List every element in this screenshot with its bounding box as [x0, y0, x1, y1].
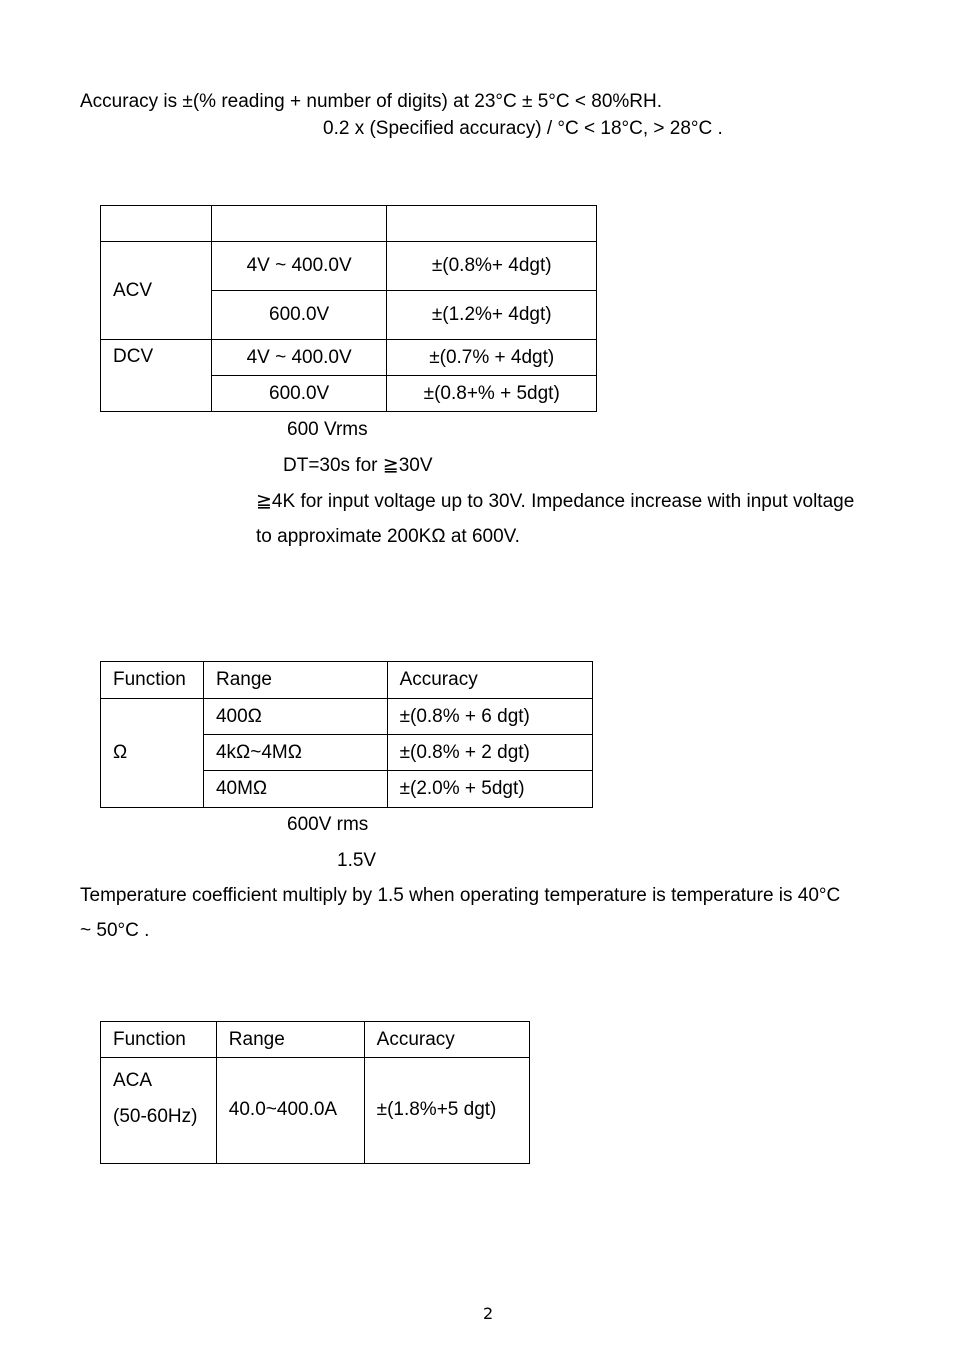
- function-label: ACA: [113, 1070, 153, 1091]
- accuracy-statement: Accuracy is ±(% reading + number of digits) at 23°C ± 5°C < 80%RH.: [80, 91, 663, 112]
- range-cell: 40MΩ: [203, 771, 387, 808]
- input-impedance-line2: to approximate 200KΩ at 600V.: [256, 526, 520, 547]
- header-function: Function: [101, 662, 204, 699]
- accuracy-cell: ±(2.0% + 5dgt): [387, 771, 592, 808]
- accuracy-cell: ±(0.8% + 2 dgt): [387, 735, 592, 771]
- current-table: [100, 1021, 530, 1164]
- accuracy-cell: ±(0.8%+ 4dgt): [387, 242, 597, 291]
- open-circuit-voltage: 1.5V: [337, 850, 377, 871]
- table-row: [101, 1058, 530, 1164]
- header-range: Range: [216, 1022, 364, 1058]
- header-function: Function: [101, 1022, 217, 1058]
- table-header-row: [101, 206, 597, 242]
- resistance-table: [100, 661, 593, 808]
- function-cell-ohm: Ω: [101, 699, 204, 808]
- table-row: [101, 340, 597, 376]
- table-row: [101, 699, 593, 735]
- header-cell: [387, 206, 597, 242]
- range-cell: 4kΩ~4MΩ: [203, 735, 387, 771]
- header-range: Range: [203, 662, 387, 699]
- range-cell: 4V ~ 400.0V: [211, 340, 387, 376]
- frequency-label: (50-60Hz): [113, 1106, 198, 1127]
- temperature-coefficient-statement: 0.2 x (Specified accuracy) / °C < 18°C, > 28°C .: [323, 118, 723, 139]
- range-cell: 40.0~400.0A: [216, 1058, 364, 1164]
- temperature-note-line1: Temperature coefficient multiply by 1.5 when operating temperature is temperature is 40°C: [80, 885, 841, 906]
- header-cell: [211, 206, 387, 242]
- table-row: [101, 242, 597, 291]
- range-cell: 4V ~ 400.0V: [211, 242, 387, 291]
- accuracy-cell: ±(1.8%+5 dgt): [364, 1058, 529, 1164]
- input-impedance-line1: ≧4K for input voltage up to 30V. Impedance increase with input voltage: [256, 491, 855, 512]
- range-cell: 600.0V: [211, 376, 387, 412]
- temperature-note-line2: ~ 50°C .: [80, 920, 150, 941]
- duty-time-note: DT=30s for ≧30V: [283, 455, 433, 476]
- range-cell: 400Ω: [203, 699, 387, 735]
- function-cell-aca: [101, 1058, 217, 1164]
- table-header-row: [101, 1022, 530, 1058]
- function-cell-dcv: DCV: [101, 340, 212, 412]
- table-header-row: [101, 662, 593, 699]
- range-cell: 600.0V: [211, 291, 387, 340]
- accuracy-cell: ±(0.7% + 4dgt): [387, 340, 597, 376]
- header-cell: [101, 206, 212, 242]
- header-accuracy: Accuracy: [364, 1022, 529, 1058]
- accuracy-cell: ±(1.2%+ 4dgt): [387, 291, 597, 340]
- page-number: 2: [483, 1304, 494, 1323]
- accuracy-cell: ±(0.8+% + 5dgt): [387, 376, 597, 412]
- header-accuracy: Accuracy: [387, 662, 592, 699]
- voltage-table: [100, 205, 597, 412]
- resistance-overload-protection: 600V rms: [287, 814, 369, 835]
- voltage-overload-protection: 600 Vrms: [287, 419, 368, 440]
- function-cell-acv: ACV: [101, 242, 212, 340]
- accuracy-cell: ±(0.8% + 6 dgt): [387, 699, 592, 735]
